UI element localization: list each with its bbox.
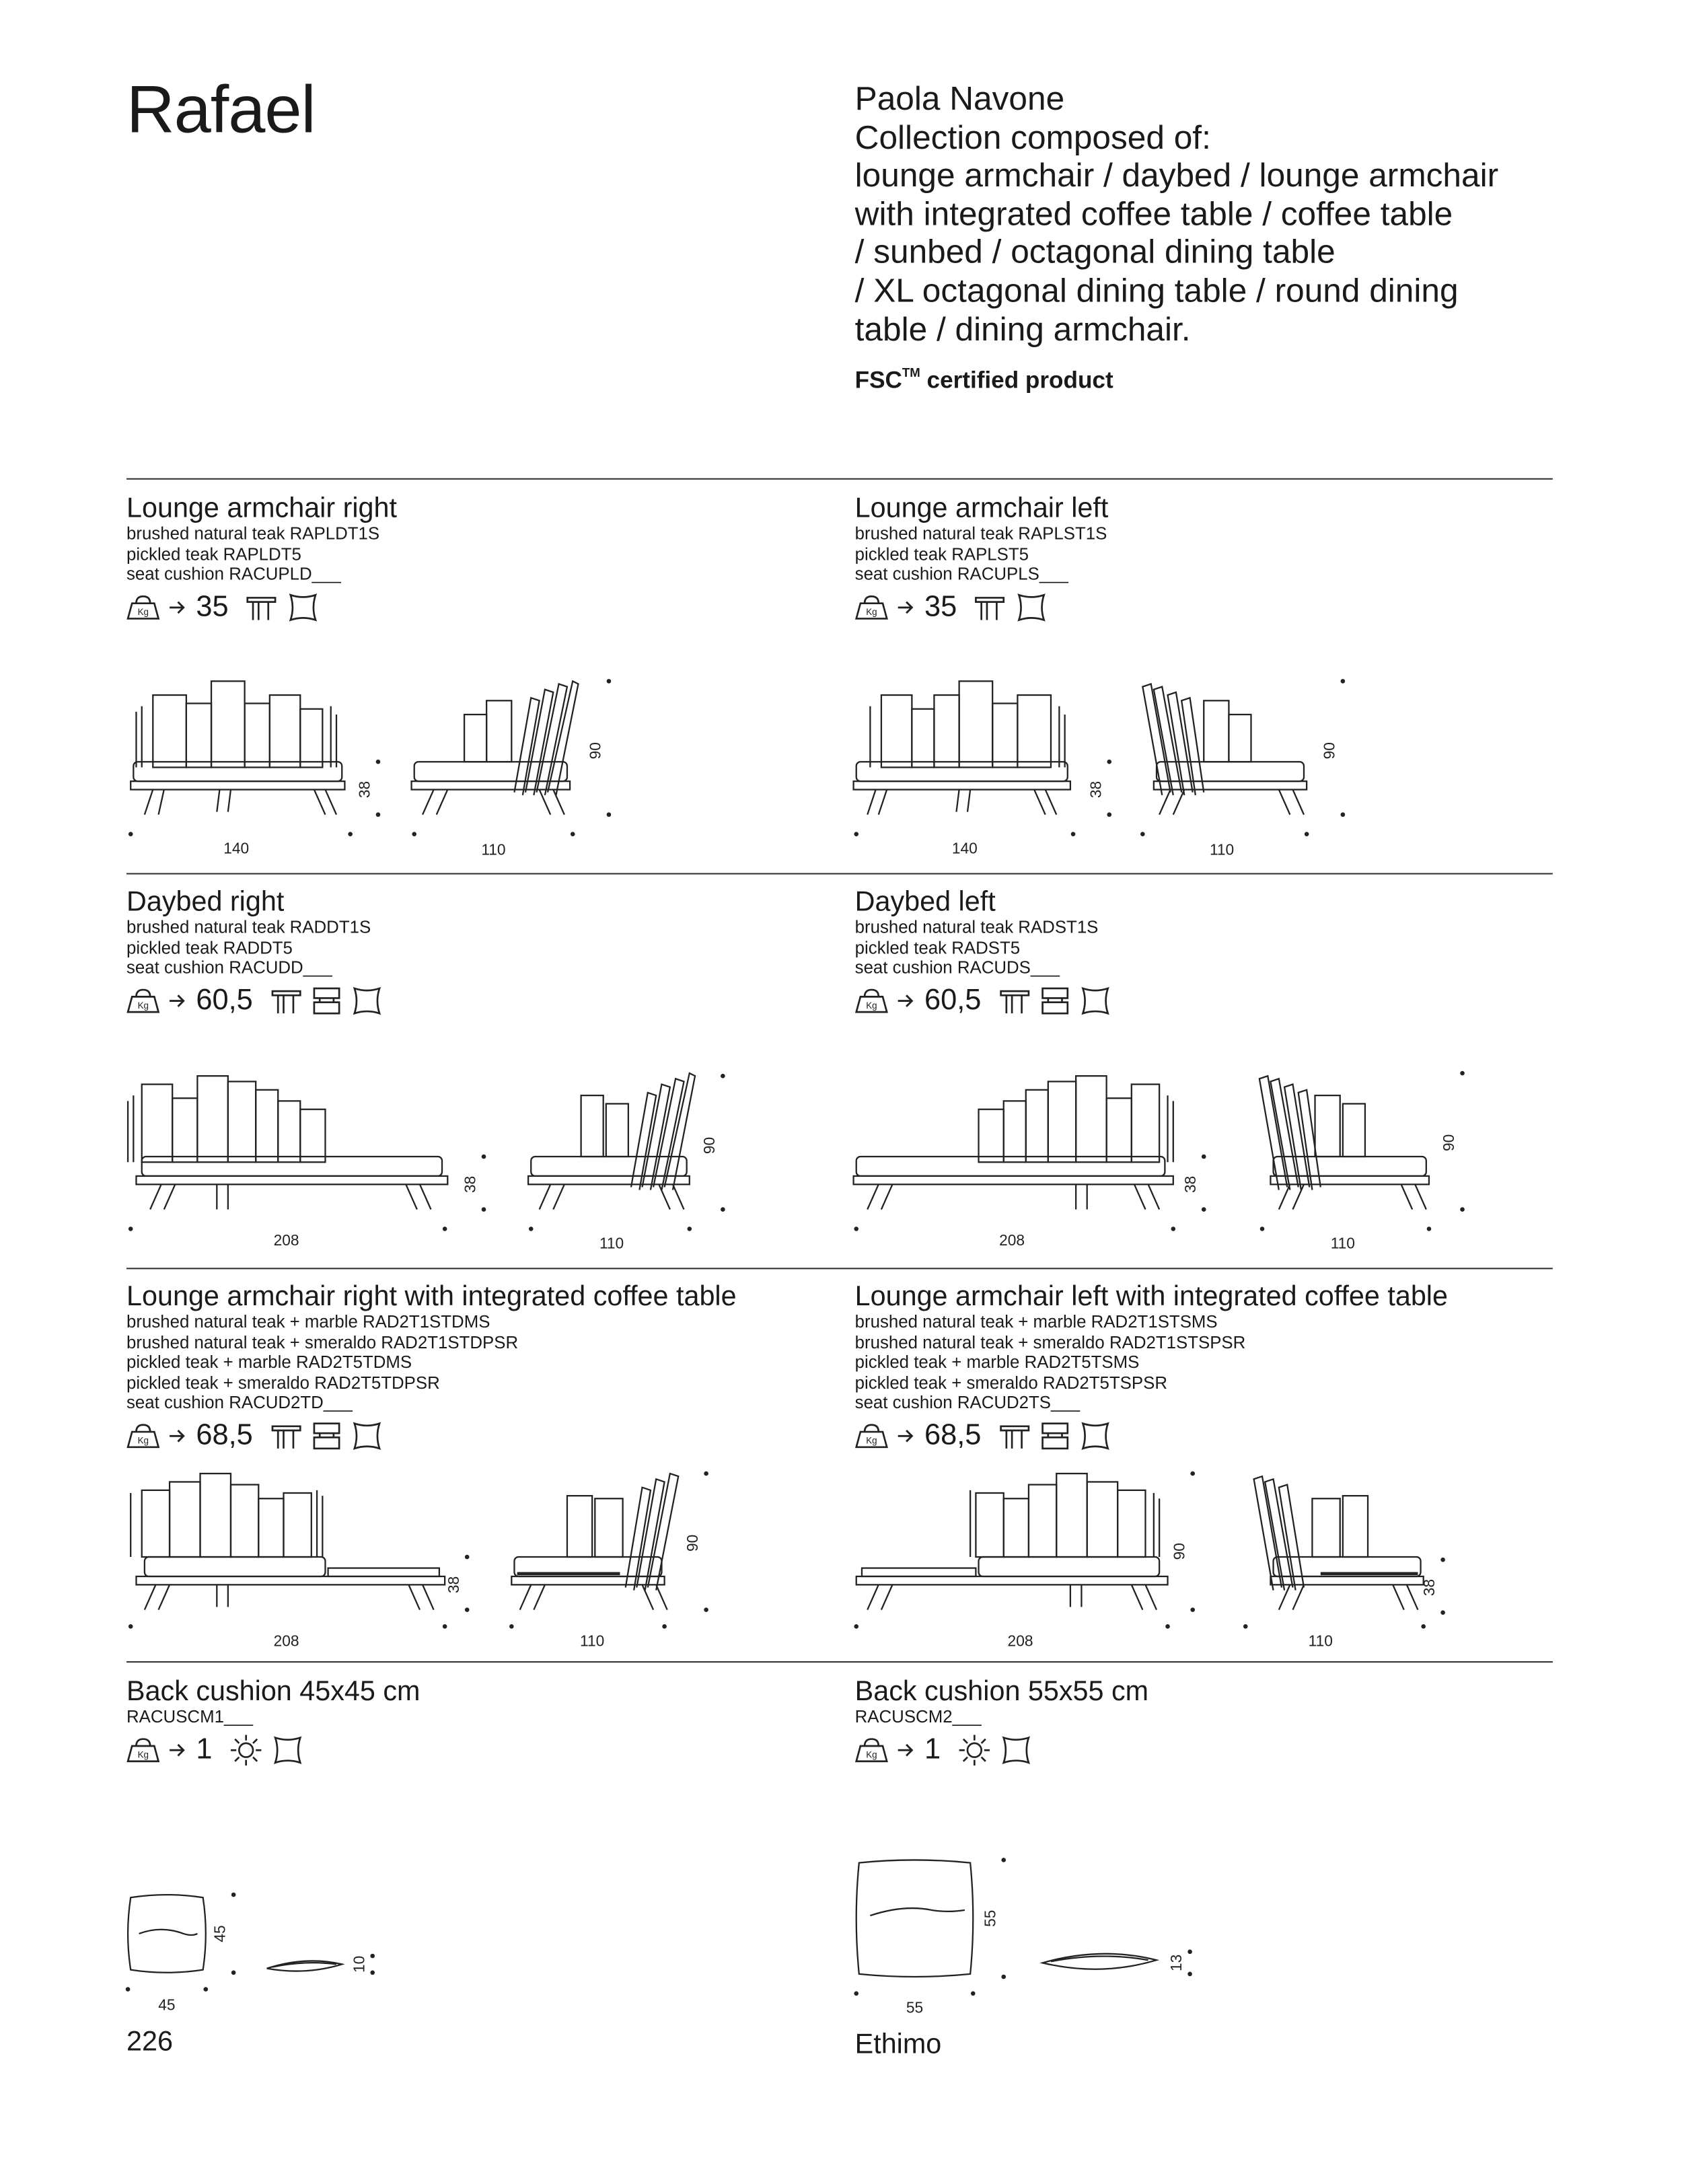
side-view	[1254, 1476, 1424, 1609]
svg-text:Kg: Kg	[137, 606, 149, 617]
product-code: seat cushion RACUDS___	[854, 957, 1060, 978]
arrow-icon	[897, 599, 916, 616]
intro-line: Collection composed of:	[854, 118, 1211, 157]
dimension-label: 208	[273, 1632, 299, 1650]
dimension-label: 38	[1420, 1578, 1438, 1597]
cushion-thickness-dimension	[350, 1954, 375, 1975]
dimension-label: 110	[580, 1632, 605, 1650]
dimension-label: 110	[481, 840, 506, 859]
weight-icon	[126, 1736, 160, 1763]
table-icon	[998, 985, 1031, 1015]
back-cushion-45-drawing	[120, 1884, 398, 2023]
product-title: Daybed right	[126, 887, 285, 918]
product-code: seat cushion RACUPLS___	[854, 565, 1068, 585]
intro-line: / XL octagonal dining table / round dining	[854, 272, 1459, 310]
front-view	[131, 681, 344, 814]
table-icon	[974, 592, 1007, 622]
trademark-sup: TM	[902, 365, 920, 380]
svg-text:Kg: Kg	[866, 1749, 877, 1759]
weight-value: 60,5	[924, 984, 982, 1016]
dimension-label: 13	[1167, 1954, 1185, 1971]
sun-icon	[229, 1733, 262, 1767]
dimension-label: 140	[951, 839, 978, 857]
collection-intro	[855, 81, 1578, 349]
side-depth-dimension	[412, 832, 575, 858]
cushion-icon	[350, 984, 383, 1017]
side-depth-dimension	[1140, 832, 1309, 858]
cushion-icon	[1078, 1419, 1112, 1453]
weight-icon	[126, 1422, 160, 1450]
dimension-label: 90	[1320, 742, 1338, 760]
svg-text:Kg: Kg	[137, 1435, 149, 1446]
product-code: seat cushion RACUPLD___	[126, 565, 341, 585]
sun-icon	[957, 1733, 991, 1767]
product-code: pickled teak + smeraldo RAD2T5TSPSR	[854, 1373, 1168, 1393]
product-code: brushed natural teak RAPLST1S	[854, 523, 1107, 544]
height-dimension	[1170, 1471, 1195, 1612]
weight-value: 1	[196, 1733, 213, 1766]
product-code: pickled teak + marble RAD2T5TSMS	[854, 1352, 1140, 1373]
dimension-label: 55	[981, 1909, 999, 1927]
cushion-icon	[350, 1419, 383, 1453]
side-depth-dimension	[1260, 1227, 1432, 1251]
weight-icon	[126, 986, 160, 1014]
armchair-right-coffee-table-drawing	[120, 1463, 731, 1657]
height-dimension	[587, 679, 612, 817]
weight-value: 35	[196, 590, 229, 623]
divider	[126, 1268, 1553, 1269]
front-view	[131, 1473, 445, 1609]
side-view	[1142, 684, 1307, 815]
stacked-cushion-icon	[312, 985, 342, 1015]
divider	[126, 1661, 1553, 1663]
product-code: pickled teak + smeraldo RAD2T5TDPSR	[126, 1373, 440, 1393]
front-view	[856, 1473, 1168, 1609]
height-dimension	[684, 1471, 708, 1612]
cushion-height-dimension	[211, 1893, 236, 1975]
product-code: pickled teak RAPLST5	[854, 544, 1029, 564]
section-daybed-right	[126, 887, 821, 1017]
product-code: brushed natural teak RADST1S	[854, 917, 1099, 937]
cushion-front-view	[856, 1860, 974, 1977]
dimension-label: 110	[599, 1234, 624, 1252]
seat-height-dimension	[462, 1155, 486, 1212]
svg-text:Kg: Kg	[137, 1749, 149, 1759]
dimension-label: 110	[1308, 1632, 1333, 1650]
dimension-label: 208	[1007, 1632, 1033, 1650]
product-title: Lounge armchair right	[126, 493, 398, 524]
section-back-cushion-55	[855, 1677, 1550, 1766]
dimension-label: 10	[350, 1955, 368, 1973]
front-width-dimension	[854, 832, 1075, 857]
dimension-label: 140	[223, 839, 250, 857]
product-code: brushed natural teak + smeraldo RAD2T1STDPSR	[126, 1332, 519, 1352]
arrow-icon	[168, 1741, 188, 1758]
dimension-label: 90	[1170, 1543, 1188, 1560]
height-dimension	[1440, 1071, 1465, 1212]
weight-icon	[855, 1736, 889, 1763]
dimension-label: 38	[1181, 1175, 1199, 1193]
arrow-icon	[168, 599, 188, 616]
seat-height-dimension	[1181, 1155, 1206, 1212]
stacked-cushion-icon	[312, 1420, 342, 1451]
front-width-dimension	[129, 832, 353, 857]
product-title: Daybed left	[854, 887, 996, 918]
daybed-left-drawing	[848, 1062, 1473, 1257]
dimension-label: 38	[355, 780, 373, 799]
spec-icons-row	[126, 591, 821, 624]
side-depth-dimension	[509, 1624, 667, 1649]
intro-line: table / dining armchair.	[854, 310, 1191, 349]
arrow-icon	[168, 1428, 188, 1445]
cushion-width-dimension	[854, 1991, 975, 2016]
brand-name: Ethimo	[854, 2029, 942, 2060]
page-title: Rafael	[126, 73, 316, 148]
dimension-label: 90	[1440, 1134, 1458, 1151]
cushion-thickness-dimension	[1167, 1949, 1192, 1976]
front-width-dimension	[854, 1624, 1169, 1649]
dimension-label: 110	[1330, 1234, 1355, 1252]
product-code: pickled teak RADST5	[854, 937, 1021, 957]
weight-value: 68,5	[196, 1419, 253, 1451]
cushion-icon	[1078, 984, 1112, 1017]
spec-icons-row	[855, 1419, 1550, 1453]
section-lounge-armchair-left	[855, 493, 1550, 624]
front-width-dimension	[854, 1227, 1175, 1249]
intro-line: / sunbed / octagonal dining table	[854, 233, 1336, 272]
dimension-label: 55	[906, 1998, 924, 2016]
weight-icon	[855, 1422, 889, 1450]
spec-icons-row	[855, 984, 1550, 1017]
spec-icons-row	[855, 1733, 1550, 1767]
spec-icons-row	[855, 591, 1550, 624]
side-view	[1259, 1076, 1429, 1209]
side-depth-dimension	[1243, 1624, 1426, 1649]
cushion-icon	[270, 1733, 304, 1767]
product-title: Lounge armchair left with integrated coffee table	[854, 1281, 1448, 1313]
product-code: RACUSCM2___	[854, 1707, 982, 1727]
page-number: 226	[126, 2027, 173, 2058]
product-title: Lounge armchair right with integrated coffee table	[126, 1281, 737, 1313]
front-width-dimension	[129, 1227, 447, 1249]
product-code: RACUSCM1___	[126, 1707, 254, 1727]
product-code: pickled teak + marble RAD2T5TDMS	[126, 1352, 412, 1373]
intro-line: lounge armchair / daybed / lounge armchair	[854, 157, 1499, 195]
arrow-icon	[168, 992, 188, 1009]
front-width-dimension	[129, 1624, 447, 1649]
table-icon	[998, 1420, 1031, 1451]
section-back-cushion-45	[126, 1677, 821, 1766]
dimension-label: 38	[1087, 780, 1105, 799]
product-code: pickled teak RADDT5	[126, 937, 293, 957]
front-view	[854, 1076, 1173, 1209]
weight-value: 60,5	[196, 984, 253, 1016]
section-daybed-left	[855, 887, 1550, 1017]
armchair-left-coffee-table-drawing	[848, 1463, 1459, 1657]
seat-height-dimension	[356, 760, 381, 817]
product-code: brushed natural teak RADDT1S	[126, 917, 371, 937]
stacked-cushion-icon	[1039, 985, 1070, 1015]
product-code: seat cushion RACUD2TS___	[854, 1393, 1081, 1413]
product-title: Lounge armchair left	[854, 493, 1109, 524]
side-view	[412, 681, 579, 814]
front-view	[128, 1076, 447, 1209]
fsc-text: certified product	[926, 367, 1113, 394]
section-armchair-left-coffee-table	[855, 1282, 1550, 1453]
side-view	[528, 1073, 695, 1209]
dimension-label: 208	[273, 1231, 299, 1249]
cushion-icon	[999, 1733, 1033, 1767]
svg-text:Kg: Kg	[866, 606, 877, 617]
intro-line: with integrated coffee table / coffee table	[854, 195, 1453, 233]
stacked-cushion-icon	[1039, 1420, 1070, 1451]
fsc-label: FSC	[854, 367, 902, 394]
lounge-armchair-left-drawing	[848, 667, 1362, 862]
cushion-side-view	[267, 1961, 342, 1971]
arrow-icon	[897, 992, 916, 1009]
back-cushion-55-drawing	[848, 1849, 1209, 2030]
arrow-icon	[897, 1741, 916, 1758]
product-code: brushed natural teak + marble RAD2T1STDMS	[126, 1312, 490, 1332]
dimension-label: 110	[1209, 840, 1235, 859]
arrow-icon	[897, 1428, 916, 1445]
cushion-side-view	[1043, 1954, 1157, 1969]
cushion-height-dimension	[981, 1858, 1006, 1979]
dimension-label: 208	[999, 1231, 1025, 1249]
seat-height-dimension	[1087, 760, 1111, 817]
product-code: seat cushion RACUD2TD___	[126, 1393, 353, 1413]
product-code: pickled teak RAPLDT5	[126, 544, 301, 564]
dimension-label: 90	[586, 742, 604, 760]
dimension-label: 45	[211, 1925, 229, 1942]
cushion-icon	[1015, 591, 1049, 624]
height-dimension	[1320, 679, 1345, 817]
section-lounge-armchair-right	[126, 493, 821, 624]
svg-text:Kg: Kg	[866, 1435, 877, 1446]
product-title: Back cushion 55x55 cm	[854, 1676, 1149, 1708]
section-armchair-right-coffee-table	[126, 1282, 821, 1453]
seat-height-dimension	[445, 1555, 470, 1612]
side-depth-dimension	[529, 1227, 692, 1251]
lounge-armchair-right-drawing	[120, 667, 634, 862]
front-view	[854, 681, 1070, 814]
fsc-certification	[855, 365, 1113, 394]
table-icon	[270, 1420, 303, 1451]
weight-value: 68,5	[924, 1419, 982, 1451]
table-icon	[245, 592, 279, 622]
divider	[126, 873, 1553, 875]
product-title: Back cushion 45x45 cm	[126, 1676, 420, 1708]
spec-icons-row	[126, 984, 821, 1017]
weight-icon	[855, 986, 889, 1014]
weight-value: 1	[924, 1733, 941, 1766]
side-view	[511, 1473, 678, 1609]
dimension-label: 45	[158, 1996, 176, 2014]
dimension-label: 90	[684, 1534, 702, 1552]
table-icon	[270, 985, 303, 1015]
dimension-label: 38	[461, 1175, 479, 1193]
weight-icon	[126, 593, 160, 621]
svg-text:Kg: Kg	[137, 1000, 149, 1011]
cushion-width-dimension	[126, 1987, 208, 2013]
product-code: seat cushion RACUDD___	[126, 957, 332, 978]
daybed-right-drawing	[120, 1062, 745, 1257]
cushion-icon	[287, 591, 320, 624]
product-code: brushed natural teak + marble RAD2T1STSMS	[854, 1312, 1218, 1332]
weight-icon	[855, 593, 889, 621]
product-code: brushed natural teak + smeraldo RAD2T1STSPSR	[854, 1332, 1246, 1352]
divider	[126, 478, 1553, 480]
cushion-front-view	[128, 1895, 206, 1973]
dimension-label: 38	[444, 1576, 462, 1593]
spec-icons-row	[126, 1419, 821, 1453]
dimension-label: 90	[700, 1136, 718, 1155]
spec-icons-row	[126, 1733, 821, 1767]
designer-name: Paola Navone	[854, 80, 1065, 118]
product-code: brushed natural teak RAPLDT1S	[126, 523, 380, 544]
seat-height-dimension	[1420, 1558, 1445, 1615]
weight-value: 35	[924, 590, 957, 623]
height-dimension	[700, 1074, 725, 1212]
svg-text:Kg: Kg	[866, 1000, 877, 1011]
